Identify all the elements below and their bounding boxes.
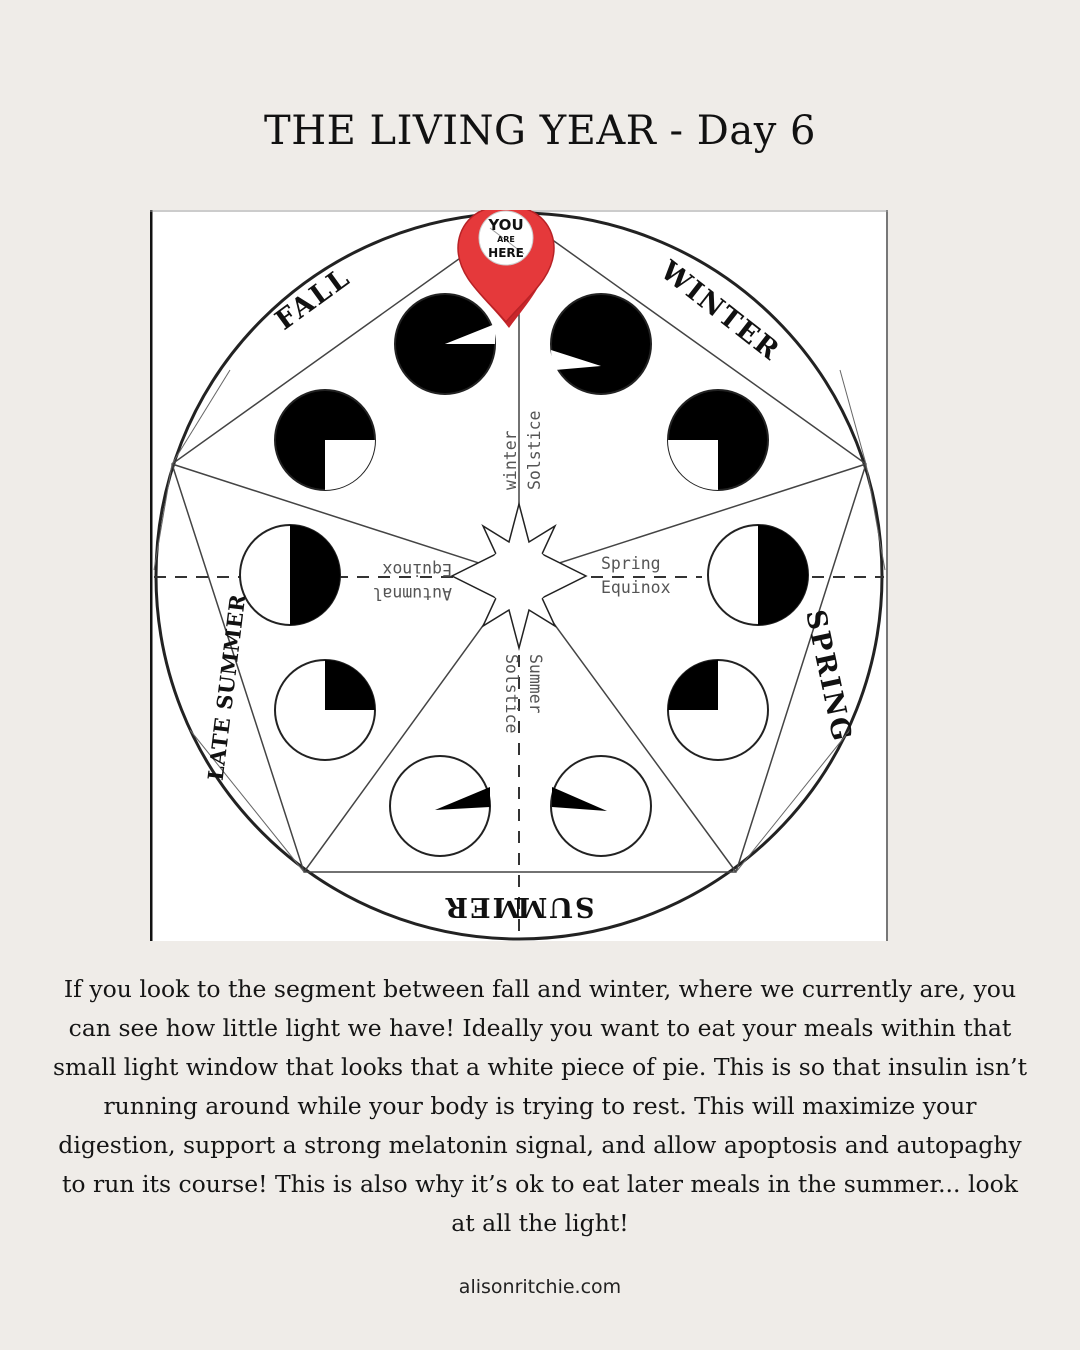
svg-text:Autumnal: Autumnal — [372, 584, 452, 603]
svg-text:Solstice: Solstice — [502, 654, 521, 734]
pin-label-you: YOU — [488, 216, 524, 234]
season-label-summer-right-half: SUM — [515, 891, 595, 922]
light-clock-winter-2 — [668, 390, 768, 490]
wheel-svg — [150, 210, 888, 941]
season-label-late-summer: LATE SUMMER — [202, 592, 251, 782]
season-label-fall: FALL — [269, 261, 357, 337]
autumnal-equinox-marker — [373, 560, 452, 603]
spring-equinox-marker — [601, 554, 671, 597]
seasonal-light-diagram — [150, 210, 888, 941]
body-paragraph: If you look to the segment between fall and winter, where we currently are, you can see how little light we have! Ideally you want to eat your meals within that small light window that looks that a white piece of pie. This is so that insulin isn’t running around while your body is trying to rest. This will maximize your digestion, support a strong melatonin signal, and allow apoptosis and autopaghy to run its course! This is also why it’s ok to eat later meals in the summer... look at all the light! — [52, 975, 1028, 1237]
light-clock-late-summer — [275, 660, 375, 760]
season-label-summer-left-half: MER — [443, 891, 523, 922]
light-clock-fall-1 — [395, 294, 495, 394]
page-title: THE LIVING YEAR - Day 6 — [264, 108, 816, 154]
winter-solstice-marker — [501, 411, 544, 490]
season-label-winter: WINTER — [654, 255, 787, 368]
summer-solstice-marker — [502, 654, 545, 733]
light-clock-spring-equinox — [708, 525, 808, 625]
svg-text:Equinox: Equinox — [382, 560, 452, 579]
footer-website: alisonritchie.com — [458, 1276, 622, 1298]
season-label-spring: SPRING — [799, 607, 858, 746]
pin-label-here: HERE — [488, 246, 524, 260]
light-clock-spring — [668, 660, 768, 760]
svg-text:Spring: Spring — [601, 554, 661, 573]
light-clock-summer-right — [551, 756, 651, 856]
light-clock-winter-1 — [551, 294, 651, 394]
light-clock-autumnal-equinox — [240, 525, 340, 625]
light-clock-summer-left — [390, 756, 490, 856]
svg-text:Summer: Summer — [526, 654, 545, 714]
svg-text:Solstice: Solstice — [525, 410, 544, 490]
pin-label-are: ARE — [497, 235, 515, 244]
svg-text:Equinox: Equinox — [601, 578, 671, 597]
light-clock-fall-2 — [275, 390, 375, 490]
sun-center — [487, 544, 551, 608]
svg-text:winter: winter — [501, 430, 520, 490]
